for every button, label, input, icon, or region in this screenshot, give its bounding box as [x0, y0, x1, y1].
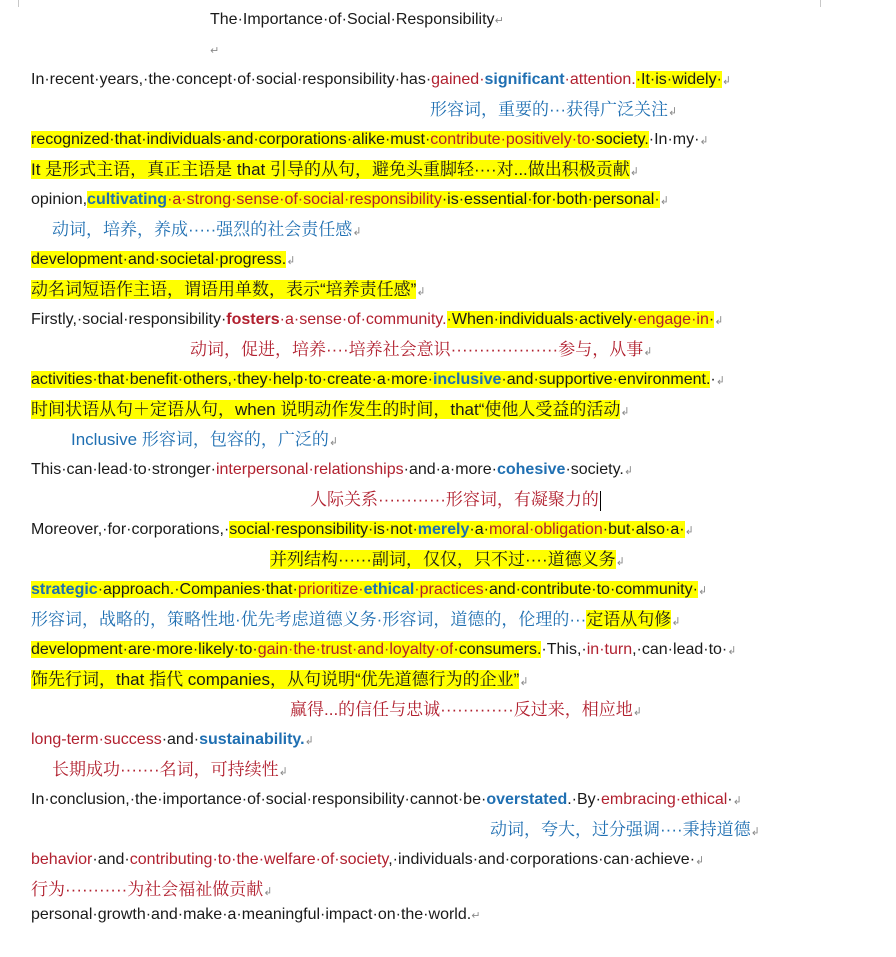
annotation-line-5: 动词，促进，培养····培养社会意识···················参与，从事↲: [190, 340, 653, 359]
line-break-mark-icon: ↲: [263, 886, 273, 898]
annotation-line-4: 动名词短语作主语，谓语用单数，表示“培养责任感”↲: [31, 280, 426, 299]
line-break-mark-icon: ↲: [519, 676, 529, 688]
line-break-mark-icon: ↲: [629, 166, 640, 178]
text-line-7: This·can·lead·to·stronger·interpersonal·relationships·and·a·more·cohesive·society.↲: [31, 461, 634, 478]
text-line-1: In·recent·years,·the·concept·of·social·responsibility·has·gained·significant·attention.·It·is·widely·↲: [31, 71, 732, 88]
annotation-line-12: 赢得...的信任与忠诚·············反过来，相应地↲: [290, 700, 642, 719]
line-break-mark-icon: ↲: [699, 135, 709, 147]
line-break-mark-icon: ↲: [721, 75, 732, 87]
paragraph-mark-icon: ↵: [210, 45, 220, 57]
line-break-mark-icon: ↲: [623, 465, 634, 477]
text-line-4: development·and·societal·progress.↲: [31, 251, 296, 268]
line-break-mark-icon: ↲: [643, 346, 653, 358]
line-break-mark-icon: ↲: [632, 706, 642, 718]
text-line-10: development·are·more·likely·to·gain·the·trust·and·loyalty·of·consumers.·This,·in·turn,·can·lead·to·↲: [31, 641, 737, 658]
text-line-9: strategic·approach.·Companies·that·prioritize·ethical·practices·and·contribute·to·community·↲: [31, 581, 708, 598]
line-break-mark-icon: ↲: [304, 735, 314, 747]
line-break-mark-icon: ↲: [695, 855, 705, 867]
annotation-line-7: Inclusive 形容词，包容的，广泛的↲: [71, 430, 339, 449]
line-break-mark-icon: ↲: [615, 556, 625, 568]
line-break-mark-icon: ↲: [727, 645, 737, 657]
text-cursor: [600, 491, 601, 511]
line-break-mark-icon: ↲: [328, 436, 339, 448]
line-break-mark-icon: ↲: [278, 766, 288, 778]
line-break-mark-icon: ↲: [659, 195, 669, 207]
line-break-mark-icon: ↲: [684, 525, 694, 537]
empty-paragraph: [210, 35, 896, 65]
line-break-mark-icon: ↲: [714, 315, 724, 327]
text-line-8: Moreover,·for·corporations,·social·responsibility·is·not·merely·a·moral·obligation·but·also·a·↲: [31, 521, 694, 538]
paragraph-mark-icon: ↵: [494, 15, 504, 27]
line-break-mark-icon: ↲: [667, 106, 678, 118]
annotation-line-1: 形容词，重要的···获得广泛关注↲: [430, 100, 678, 119]
page-corner-mark-left: [8, 0, 19, 7]
annotation-line-11: 饰先行词，that 指代 companies，从句说明“优先道德行为的企业”↲: [31, 670, 529, 689]
line-break-mark-icon: ↲: [715, 375, 725, 387]
line-break-mark-icon: ↲: [286, 255, 296, 267]
annotation-line-3: 动词，培养，养成·····强烈的社会责任感↲: [52, 220, 362, 239]
text-line-2: recognized·that·individuals·and·corporations·alike·must·contribute·positively·to·society.·In·my·↲: [31, 131, 709, 148]
text-line-6: activities·that·benefit·others,·they·help·to·create·a·more·inclusive·and·supportive·environment.·↲: [31, 371, 725, 388]
text-line-12: In·conclusion,·the·importance·of·social·responsibility·cannot·be·overstated.·By·embracing·ethical·↲: [31, 791, 742, 808]
text-line-5: Firstly,·social·responsibility·fosters·a·sense·of·community.·When·individuals·actively·engage·in·↲: [31, 311, 724, 328]
text-line-3: opinion,cultivating·a·strong·sense·of·social·responsibility·is·essential·for·both·personal·↲: [31, 191, 669, 208]
annotation-line-8: 人际关系············形容词，有凝聚力的: [310, 490, 599, 509]
line-break-mark-icon: ↲: [416, 286, 426, 298]
line-break-mark-icon: ↲: [750, 826, 760, 838]
line-break-mark-icon: ↲: [620, 406, 630, 418]
text-line-14: personal·growth·and·make·a·meaningful·impact·on·the·world.↵: [31, 906, 481, 923]
text-line-11: long-term·success·and·sustainability.↲: [31, 731, 314, 748]
paragraph-mark-icon: ↵: [471, 910, 481, 922]
text-line-13: behavior·and·contributing·to·the·welfare·of·society,·individuals·and·corporations·can·achieve·↲: [31, 851, 705, 868]
annotation-line-13: 长期成功·······名词，可持续性↲: [52, 760, 288, 779]
annotation-line-15: 行为···········为社会福祉做贡献↲: [31, 880, 273, 899]
annotation-line-6: 时间状语从句＋定语从句，when 说明动作发生的时间，that“使他人受益的活动↲: [31, 400, 630, 419]
line-break-mark-icon: ↲: [352, 226, 362, 238]
line-break-mark-icon: ↲: [732, 795, 742, 807]
annotation-line-10: 形容词，战略的，策略性地·优先考虑道德义务·形容词，道德的，伦理的···定语从句修↲: [31, 610, 681, 629]
document-title: The·Importance·of·Social·Responsibility↵: [210, 11, 504, 28]
line-break-mark-icon: ↲: [697, 585, 708, 597]
annotation-line-2: It 是形式主语，真正主语是 that 引导的从句，避免头重脚轻····对...做出积极贡献↲: [31, 160, 640, 179]
annotation-line-9: 并列结构······副词，仅仅，只不过····道德义务↲: [270, 550, 625, 569]
line-break-mark-icon: ↲: [671, 616, 681, 628]
annotation-line-14: 动词，夸大，过分强调····秉持道德↲: [490, 820, 760, 839]
